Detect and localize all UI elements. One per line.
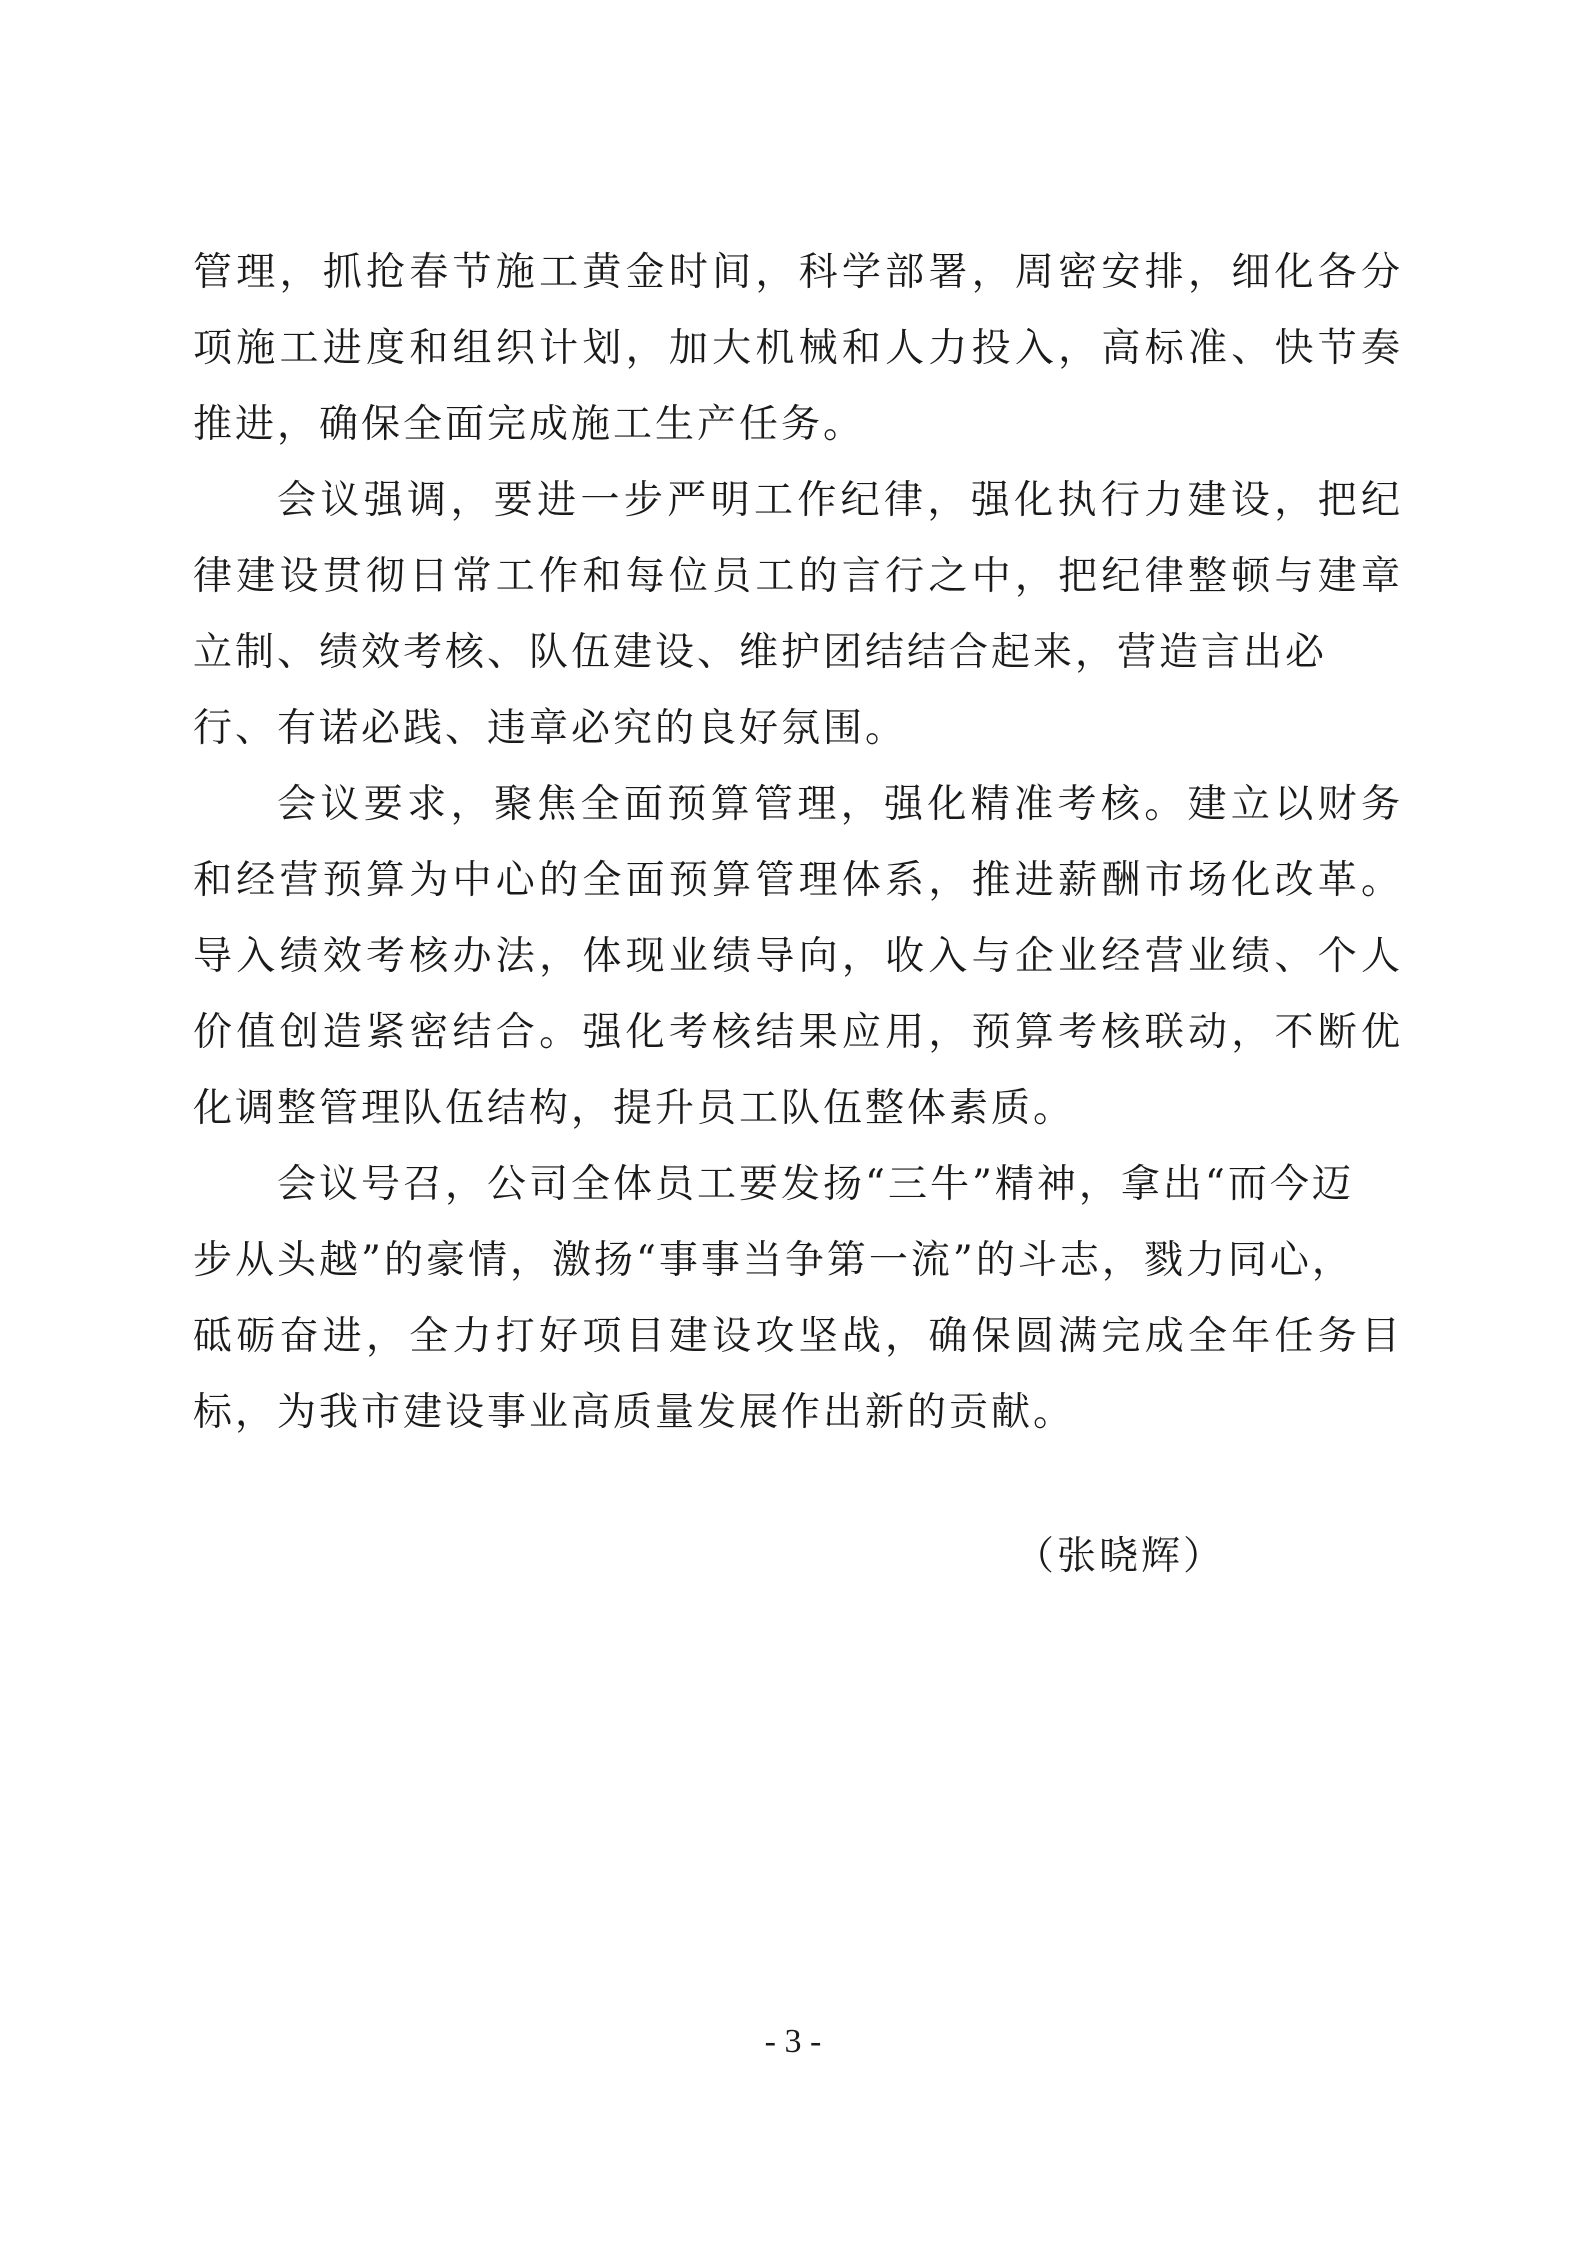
text-line: 化调整管理队伍结构，提升员工队伍整体素质。	[193, 1086, 1076, 1131]
text-line: 价值创造紧密结合。强化考核结果应用，预算考核联动，不断优	[193, 1010, 1403, 1055]
text-line: 律建设贯彻日常工作和每位员工的言行之中，把纪律整顿与建章	[193, 554, 1403, 599]
text-line: 项施工进度和组织计划，加大机械和人力投入，高标准、快节奏	[193, 326, 1403, 371]
text-line: 步从头越”的豪情，激扬“事事当争第一流”的斗志，戮力同心，	[193, 1238, 1354, 1283]
text-line: 会议号召，公司全体员工要发扬“三牛”精神，拿出“而今迈	[277, 1162, 1354, 1207]
text-line: 标，为我市建设事业高质量发展作出新的贡献。	[193, 1390, 1076, 1435]
page-number: - 3 -	[764, 2023, 822, 2060]
text-line: 会议强调，要进一步严明工作纪律，强化执行力建设，把纪	[277, 478, 1403, 523]
text-line: 行、有诺必践、违章必究的良好氛围。	[193, 706, 908, 751]
text-line: 推进，确保全面完成施工生产任务。	[193, 402, 866, 447]
body-text	[193, 235, 1403, 1451]
text-line: 管理，抓抢春节施工黄金时间，科学部署，周密安排，细化各分	[193, 250, 1403, 295]
text-line: 导入绩效考核办法，体现业绩导向，收入与企业经营业绩、个人	[193, 934, 1403, 979]
text-line: 砥砺奋进，全力打好项目建设攻坚战，确保圆满完成全年任务目	[193, 1314, 1403, 1359]
text-line: 立制、绩效考核、队伍建设、维护团结结合起来，营造言出必	[193, 630, 1328, 675]
text-line: 和经营预算为中心的全面预算管理体系，推进薪酬市场化改革。	[193, 858, 1403, 903]
author-signature: （张晓辉）	[1015, 1534, 1226, 1579]
text-line: 会议要求，聚焦全面预算管理，强化精准考核。建立以财务	[277, 782, 1403, 827]
